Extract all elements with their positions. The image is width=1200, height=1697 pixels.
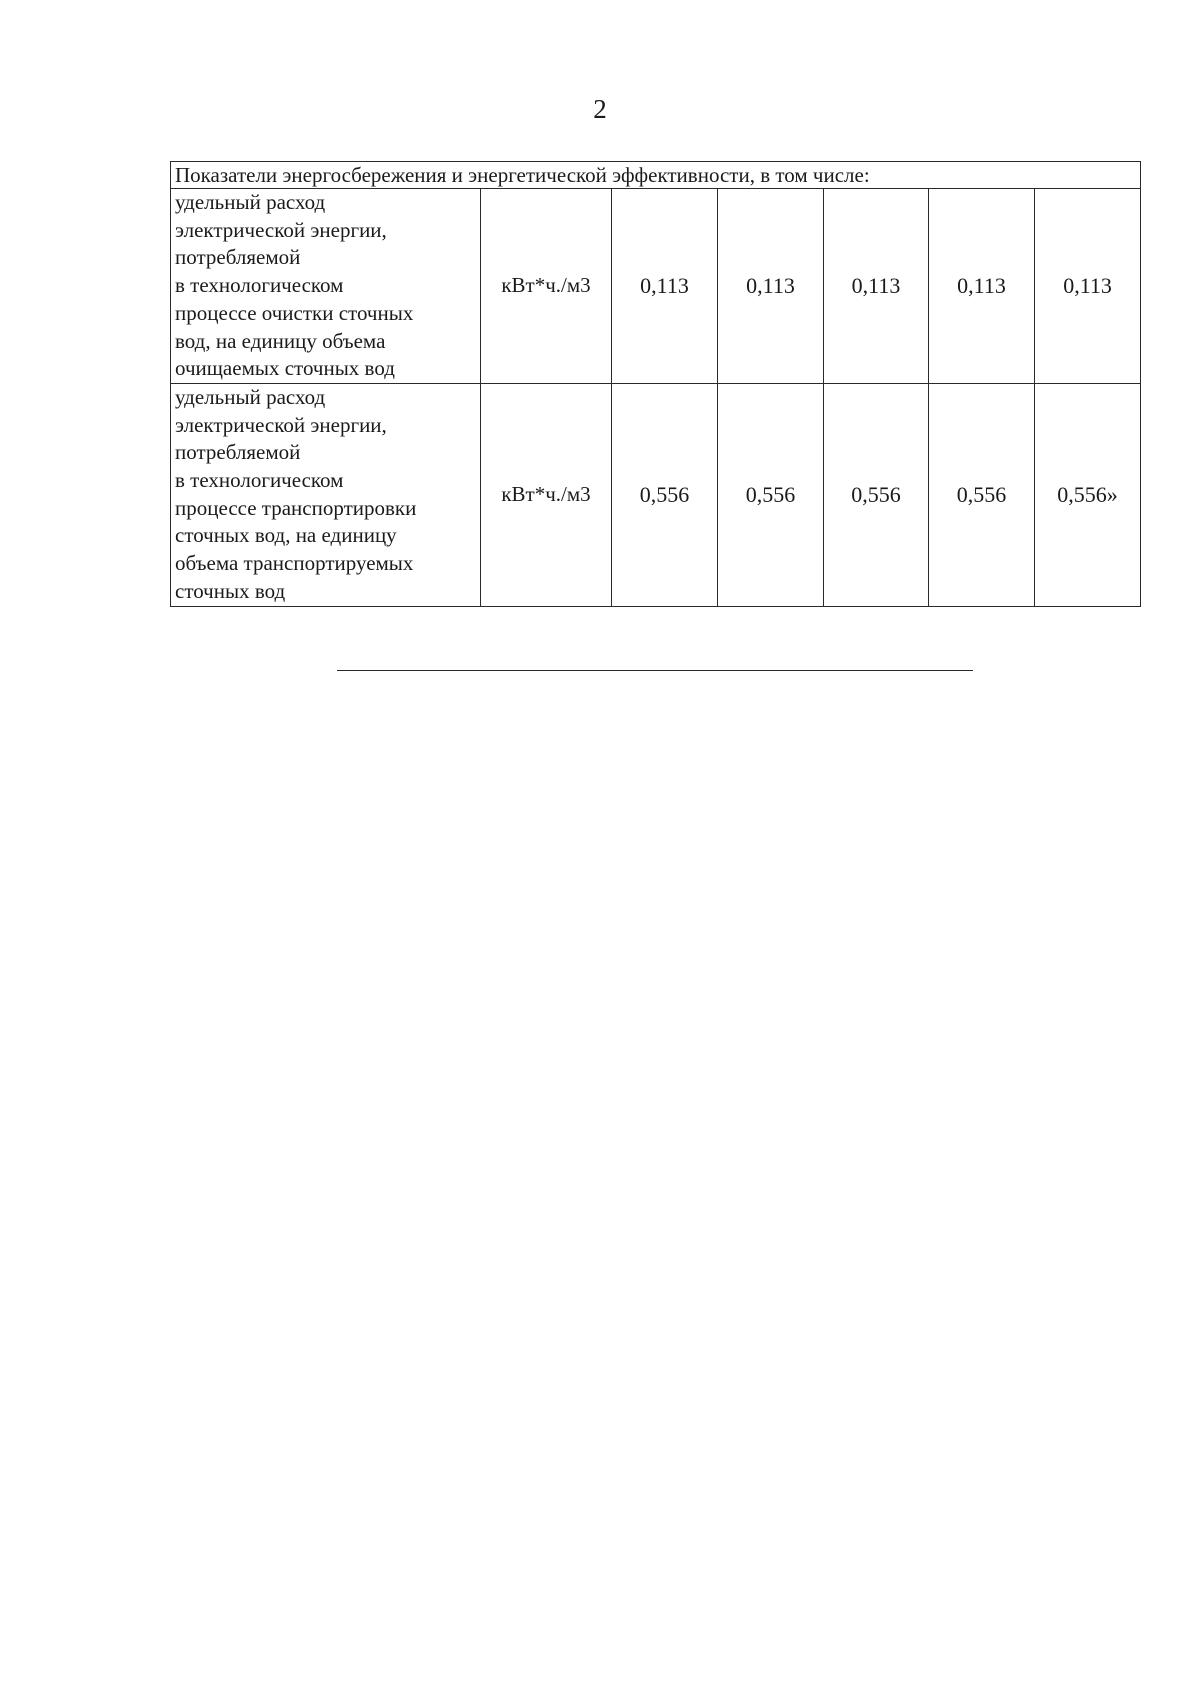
- description-line: потребляемой: [175, 245, 301, 270]
- description-line: потребляемой: [175, 440, 301, 465]
- value-cell: 0,113: [1035, 189, 1141, 384]
- value-cell: 0,113: [612, 189, 718, 384]
- unit-cell: кВт*ч./м3: [481, 383, 612, 606]
- description-line: процессе очистки сточных: [175, 300, 414, 325]
- indicators-table: [170, 161, 1141, 607]
- description-line: удельный расход: [175, 384, 326, 409]
- value-cell: 0,113: [824, 189, 929, 384]
- description-line: сточных вод: [175, 578, 286, 603]
- description-line: электрической энергии,: [175, 412, 387, 437]
- table-row: [171, 189, 1141, 384]
- value-cell: 0,556: [612, 383, 718, 606]
- separator-line: [337, 670, 973, 671]
- description-line: в технологическом: [175, 273, 344, 298]
- unit-cell: кВт*ч./м3: [481, 189, 612, 384]
- description-line: удельный расход: [175, 190, 326, 214]
- value-cell: 0,556: [718, 383, 824, 606]
- page-number: 2: [593, 94, 607, 124]
- row-description: [171, 189, 481, 384]
- description-line: вод, на единицу объема: [175, 328, 386, 353]
- description-line: объема транспортируемых: [175, 551, 414, 576]
- description-line: в технологическом: [175, 468, 344, 493]
- value-cell: 0,556: [824, 383, 929, 606]
- value-cell: 0,556»: [1035, 383, 1141, 606]
- description-line: сточных вод, на единицу: [175, 523, 397, 548]
- value-cell: 0,113: [718, 189, 824, 384]
- description-line: очищаемых сточных вод: [175, 356, 395, 381]
- description-line: электрической энергии,: [175, 217, 387, 242]
- value-cell: 0,113: [929, 189, 1035, 384]
- section-heading-row: [171, 162, 1141, 189]
- section-heading: Показатели энергосбережения и энергетической эффективности, в том числе:: [171, 162, 1141, 189]
- table-row: [171, 383, 1141, 606]
- description-line: процессе транспортировки: [175, 495, 417, 520]
- value-cell: 0,556: [929, 383, 1035, 606]
- row-description: [171, 383, 481, 606]
